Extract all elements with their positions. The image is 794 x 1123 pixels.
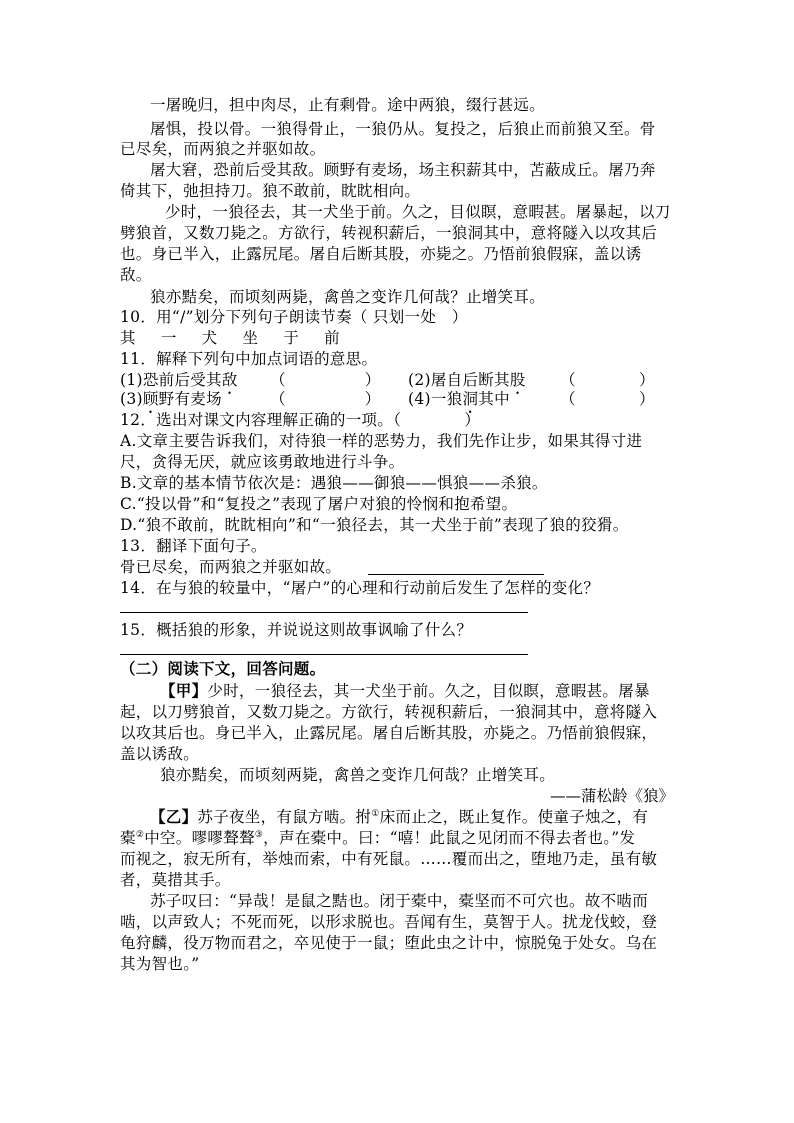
passage-yi-line-1: 【乙】苏子夜坐，有鼠方啮。拊①床而止之，既止复作。使童子烛之，有 [150, 807, 649, 826]
q12-option-a-line-1[interactable]: A.文章主要告诉我们，对待狼一样的恶势力，我们先作让步，如果其得寸进 [120, 432, 643, 450]
q10-char[interactable]: 犬 [201, 329, 218, 347]
question-10: 10．用“/”划分下列句子朗读节奏（ 只划一处 ） [120, 308, 468, 326]
passage-yi-paragraph-2-line-4: 其为智也。” [120, 955, 200, 973]
dotted-word: 洞 [462, 390, 479, 408]
q13-sentence: 骨已尽矣，而两狼之并驱如故。 [120, 558, 342, 576]
question-14: 14．在与狼的较量中，“屠户”的心理和行动前后发生了怎样的变化？ [120, 579, 600, 597]
passage-yi-line-3: 而视之，寂无所有，举烛而索，中有死鼠。……覆而出之，堕地乃走，虽有敏 [120, 850, 658, 868]
section-2-heading: （二）阅读下文，回答问题。 [120, 659, 326, 678]
yi-tag: 【乙】 [150, 807, 198, 826]
q11-item-4: (4)一狼洞其中 [408, 390, 510, 408]
jia-tag: 【甲】 [160, 681, 208, 700]
q11-answer-blank-2[interactable]: （ ） [560, 371, 655, 389]
passage-jia-paragraph-2: 狼亦黠矣，而顷刻两毙，禽兽之变诈几何哉？止增笑耳。 [160, 766, 556, 784]
question-12: 12．选出对课文内容理解正确的一项。（ ） [120, 411, 481, 429]
passage-paragraph-1: 一屠晚归，担中肉尽，止有剩骨。途中两狼，缀行甚远。 [150, 96, 546, 114]
q12-option-a-line-2[interactable]: 尺，贪得无厌，就应该勇敢地进行斗争。 [120, 453, 405, 471]
q11-item-3: (3)顾野有麦场 [120, 390, 222, 408]
q11-item-2: (2)屠自后断其股 [408, 371, 526, 389]
passage-yi-paragraph-2-line-1: 苏子叹曰：“异哉！是鼠之黠也。闭于橐中，橐坚而不可穴也。故不啮而 [150, 892, 649, 910]
footnote-marker: ③ [254, 829, 264, 840]
passage-yi-line-4: 者，莫措其手。 [120, 871, 231, 889]
q12-option-c[interactable]: C.“投以骨”和“复投之”表现了屠户对狼的怜悯和抱希望。 [120, 495, 518, 513]
passage-paragraph-2-line-2: 已尽矣，而两狼之并驱如故。 [120, 140, 326, 158]
q10-sentence [120, 328, 340, 348]
q12-option-d[interactable]: D.“狼不敢前，眈眈相向”和“一狼径去，其一犬坐于前”表现了狼的狡猾。 [120, 516, 629, 534]
passage-jia-line-1: 【甲】少时，一狼径去，其一犬坐于前。久之，目似瞑，意暇甚。屠暴 [160, 681, 650, 700]
passage-paragraph-4-line-1: 少时，一狼径去，其一犬坐于前。久之，目似瞑，意暇甚。屠暴起，以刀 [165, 203, 671, 221]
dotted-word: 敌 [221, 371, 238, 389]
q11-answer-blank-1[interactable]: （ ） [270, 371, 381, 389]
q15-answer-line[interactable] [120, 654, 528, 655]
passage-yi-paragraph-2-line-2: 啮，以声致人；不死而死，以形求脱也。吾闻有生，莫智于人。扰龙伐蛟，登 [120, 913, 658, 931]
q10-char[interactable]: 前 [324, 329, 340, 347]
dotted-word: 顾 [142, 390, 159, 408]
q14-answer-line[interactable] [120, 612, 528, 613]
q11-item-1: (1)恐前后受其敌 [120, 371, 238, 389]
passage-paragraph-4-line-2: 劈狼首，又数刀毙之。方欲行，转视积薪后，一狼洞其中，意将隧入以攻其后 [120, 224, 658, 242]
source-attribution: ——蒲松龄《狼》 [549, 787, 674, 805]
passage-paragraph-5: 狼亦黠矣，而顷刻两毙，禽兽之变诈几何哉？止增笑耳。 [150, 288, 546, 306]
question-15: 15．概括狼的形象，并说说这则故事讽喻了什么？ [120, 621, 473, 639]
q10-char[interactable]: 其 [120, 329, 136, 347]
passage-yi-line-2: 橐②中空。嘐嘐聱聱③，声在橐中。曰：“嘻！此鼠之见闭而不得去者也。”发 [120, 829, 636, 847]
passage-yi-paragraph-2-line-3: 龟狩麟，役万物而君之，卒见使于一鼠；堕此虫之计中，惊脱兔于处女。乌在 [120, 934, 658, 952]
passage-jia-line-4: 盖以诱敌。 [120, 745, 200, 763]
passage-jia-line-2: 起，以刀劈狼首，又数刀毙之。方欲行，转视积薪后，一狼洞其中，意将隧入 [120, 703, 658, 721]
footnote-marker: ① [371, 808, 380, 819]
question-13: 13．翻译下面句子。 [120, 537, 267, 555]
dotted-word: 股 [509, 371, 526, 389]
passage-paragraph-4-line-3: 也。身已半入，止露尻尾。屠自后断其股，亦毙之。乃悟前狼假寐，盖以诱 [120, 245, 642, 263]
q10-char[interactable]: 一 [160, 329, 177, 347]
passage-paragraph-2-line-1: 屠惧，投以骨。一狼得骨止，一狼仍从。复投之，后狼止而前狼又至。骨 [150, 120, 656, 138]
q11-answer-blank-4[interactable]: （ ） [560, 390, 655, 408]
passage-jia-line-3: 以攻其后也。身已半入，止露尻尾。屠自后断其股，亦毙之。乃悟前狼假寐， [120, 724, 658, 742]
passage-paragraph-3-line-1: 屠大窘，恐前后受其敌。顾野有麦场，场主积薪其中，苫蔽成丘。屠乃奔 [150, 161, 656, 179]
passage-paragraph-3-line-2: 倚其下，弛担持刀。狼不敢前，眈眈相向。 [120, 182, 421, 200]
question-11: 11．解释下列句中加点词语的意思。 [120, 350, 378, 368]
q10-char[interactable]: 于 [283, 329, 300, 347]
q11-answer-blank-3[interactable]: （ ） [270, 390, 381, 408]
q13-answer-line[interactable] [368, 574, 544, 575]
footnote-marker: ② [135, 829, 145, 840]
passage-paragraph-4-line-4: 敌。 [120, 266, 152, 284]
q10-char[interactable]: 坐 [242, 329, 259, 347]
q12-option-b[interactable]: B.文章的基本情节依次是：遇狼——御狼——惧狼——杀狼。 [120, 474, 548, 492]
